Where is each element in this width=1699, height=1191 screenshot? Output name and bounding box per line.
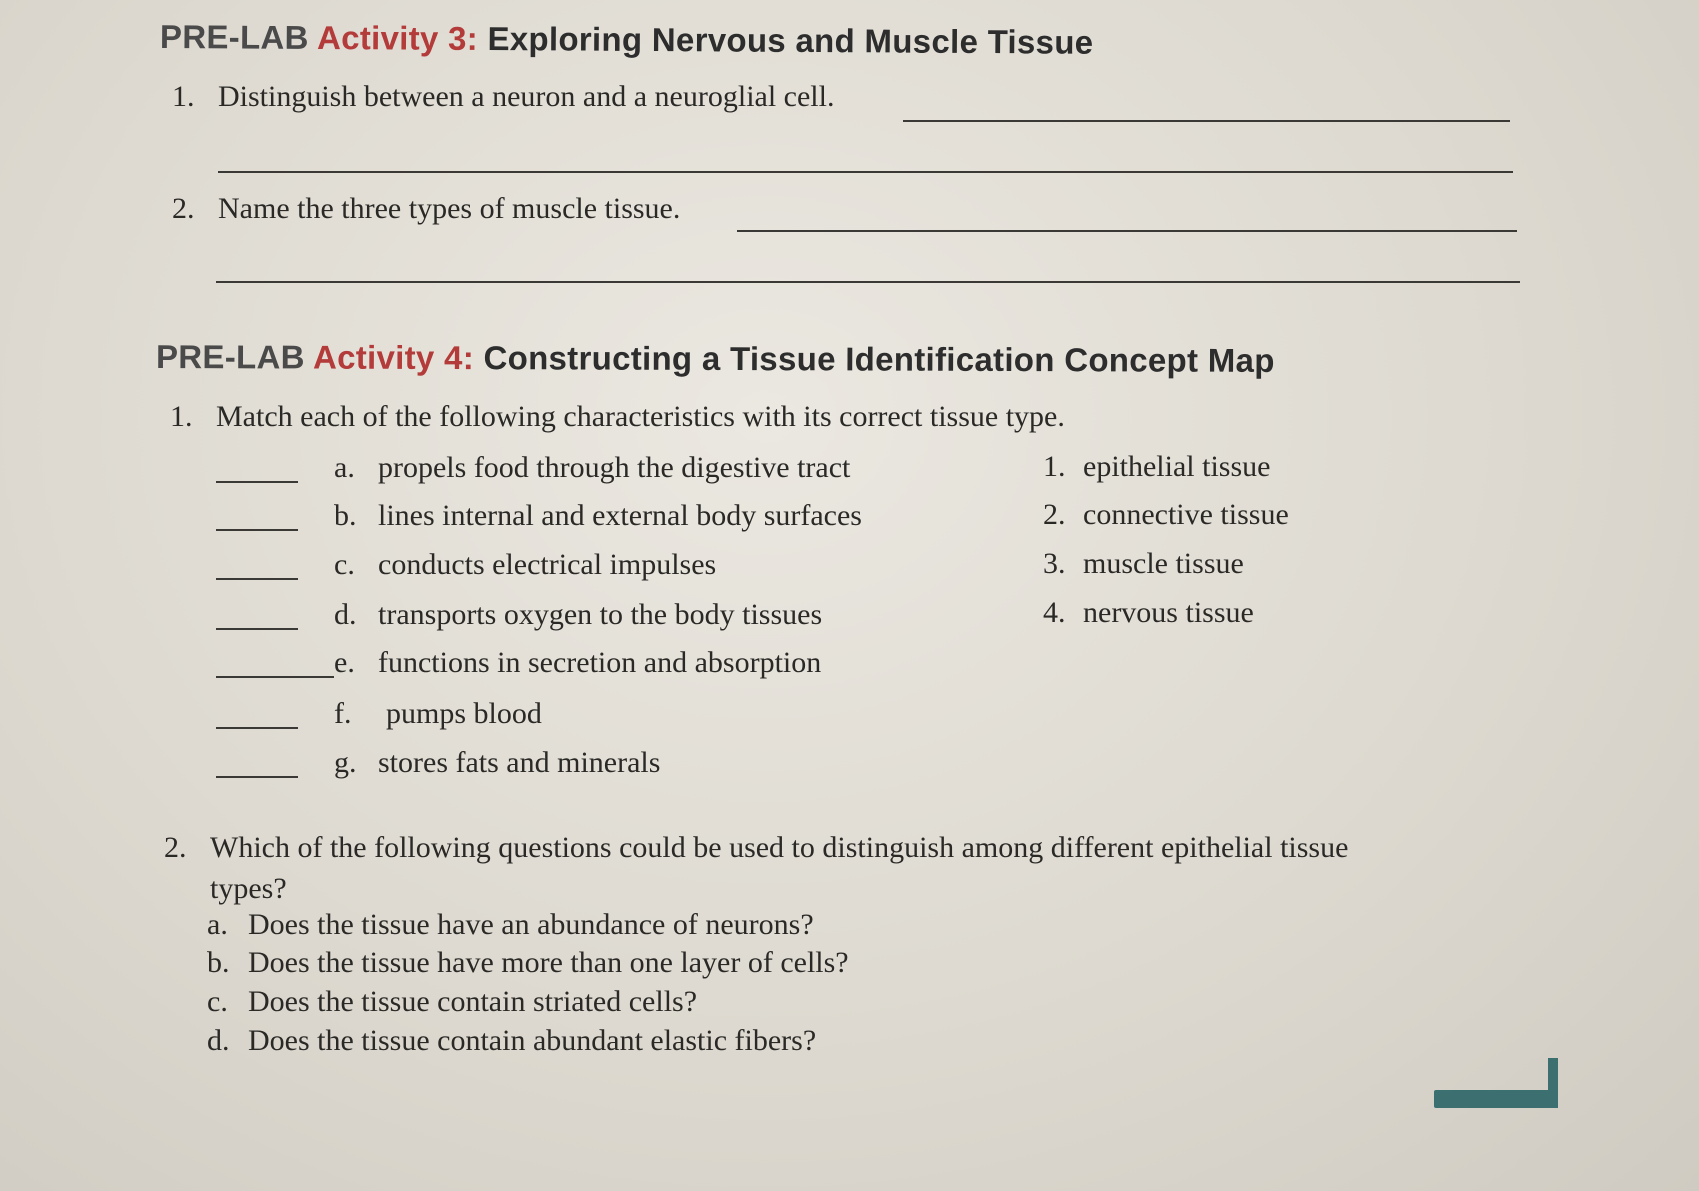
item-letter: b. — [334, 499, 357, 532]
activity4-heading — [156, 338, 1275, 380]
question-text: Which of the following questions could be used to distinguish among different epithelial tissue — [210, 831, 1349, 864]
item-letter: d. — [334, 598, 357, 631]
item-text: propels food through the digestive tract — [378, 451, 851, 484]
tissue-name: epithelial tissue — [1083, 450, 1271, 483]
heading-activity-word: Activity — [316, 18, 439, 57]
question-number: 1. — [172, 80, 195, 113]
match-blank[interactable] — [216, 529, 298, 531]
tissue-number: 3. — [1043, 547, 1066, 580]
heading-prefix: PRE-LAB — [155, 338, 305, 376]
option-letter: a. — [207, 908, 228, 941]
answer-option[interactable] — [207, 1024, 816, 1058]
match-blank[interactable] — [216, 628, 298, 630]
page-tab-edge — [1548, 1058, 1558, 1108]
item-letter: c. — [334, 548, 355, 581]
question-number: 1. — [170, 400, 193, 433]
option-text: Does the tissue have more than one layer of cells? — [248, 946, 849, 979]
answer-line[interactable] — [216, 281, 1520, 283]
tissue-type-option — [1043, 498, 1289, 532]
item-text: stores fats and minerals — [378, 746, 661, 779]
item-letter: g. — [334, 746, 357, 779]
activity4-question-1 — [170, 400, 1065, 434]
tissue-name: connective tissue — [1083, 498, 1289, 531]
activity3-question-1 — [172, 80, 834, 114]
option-text: Does the tissue contain striated cells? — [248, 985, 698, 1018]
item-letter: e. — [334, 646, 355, 679]
answer-line[interactable] — [903, 120, 1510, 122]
item-text: pumps blood — [386, 697, 542, 730]
activity3-heading — [160, 18, 1094, 62]
answer-option[interactable] — [207, 908, 814, 942]
heading-activity-word: Activity — [312, 338, 435, 376]
question-number: 2. — [172, 192, 195, 225]
item-letter: a. — [334, 451, 355, 484]
option-letter: b. — [207, 946, 230, 979]
heading-activity-number: 4: — [444, 339, 475, 377]
answer-option[interactable] — [207, 946, 849, 980]
item-letter: f. — [334, 697, 352, 730]
page-tab-marker — [1434, 1090, 1558, 1108]
tissue-number: 1. — [1043, 450, 1066, 483]
heading-prefix: PRE-LAB — [159, 18, 309, 56]
tissue-type-option — [1043, 596, 1254, 630]
heading-title: Exploring Nervous and Muscle Tissue — [487, 20, 1094, 61]
tissue-number: 4. — [1043, 596, 1066, 629]
item-text: lines internal and external body surfaces — [378, 499, 862, 532]
heading-title: Constructing a Tissue Identification Concept Map — [483, 339, 1275, 379]
question-text-continued: types? — [210, 872, 287, 905]
question-text: Name the three types of muscle tissue. — [218, 192, 681, 225]
tissue-number: 2. — [1043, 498, 1066, 531]
tissue-name: muscle tissue — [1083, 547, 1244, 580]
activity3-question-2 — [172, 192, 680, 226]
match-blank[interactable] — [216, 676, 334, 678]
question-number: 2. — [164, 831, 187, 864]
option-text: Does the tissue have an abundance of neurons? — [248, 908, 814, 941]
heading-activity-number: 3: — [447, 19, 479, 57]
match-blank[interactable] — [216, 578, 298, 580]
match-blank[interactable] — [216, 481, 298, 483]
item-text: functions in secretion and absorption — [378, 646, 822, 679]
match-blank[interactable] — [216, 727, 298, 729]
option-text: Does the tissue contain abundant elastic fibers? — [248, 1024, 817, 1057]
activity4-question-2 — [164, 831, 1348, 865]
item-text: conducts electrical impulses — [378, 548, 717, 581]
tissue-type-option — [1043, 450, 1270, 484]
tissue-type-option — [1043, 547, 1244, 581]
answer-line[interactable] — [218, 171, 1513, 173]
question-text: Distinguish between a neuron and a neuroglial cell. — [218, 80, 835, 113]
tissue-name: nervous tissue — [1083, 596, 1254, 629]
answer-line[interactable] — [737, 230, 1517, 232]
answer-option[interactable] — [207, 985, 697, 1019]
option-letter: d. — [207, 1024, 230, 1057]
match-blank[interactable] — [216, 776, 298, 778]
option-letter: c. — [207, 985, 228, 1018]
item-text: transports oxygen to the body tissues — [378, 598, 823, 631]
question-text: Match each of the following characteristics with its correct tissue type. — [216, 400, 1065, 433]
